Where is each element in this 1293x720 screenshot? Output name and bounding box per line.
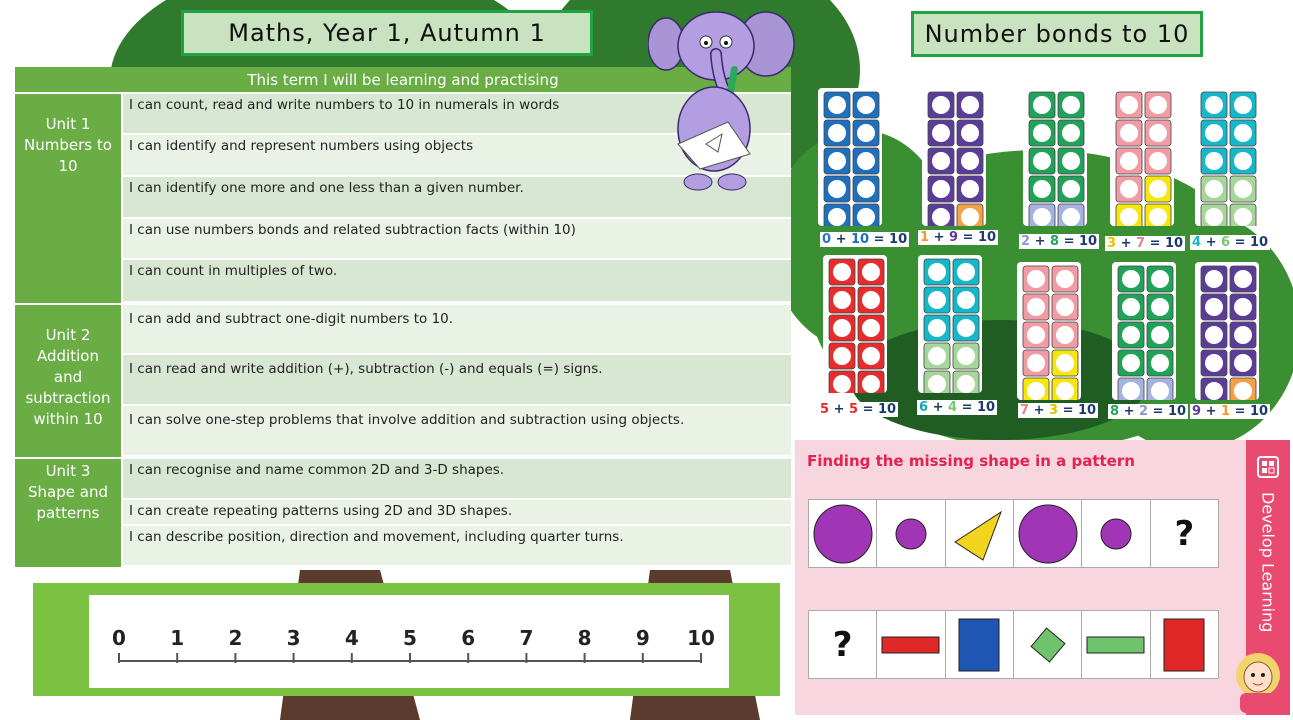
- number-line: [89, 595, 729, 688]
- pattern-cell: [946, 500, 1014, 567]
- pattern-cell: [877, 500, 945, 567]
- tens-frame-card: [1195, 88, 1259, 226]
- number-line-label: 0: [112, 626, 126, 650]
- pattern-cell: [1014, 500, 1082, 567]
- number-bond-label: 3 + 7 = 10: [1107, 236, 1184, 251]
- number-line-card: [89, 595, 729, 688]
- develop-learning-brand: Develop Learning: [1258, 492, 1278, 633]
- number-bond-label: 8 + 2 = 10: [1110, 404, 1187, 419]
- objective-row: I can identify and represent numbers using objects: [121, 135, 791, 178]
- red-rectangle-shape: [1162, 617, 1206, 673]
- objective-row: I can create repeating patterns using 2D and 3D shapes.: [121, 500, 791, 526]
- pattern-strip-2: [808, 610, 1219, 679]
- pattern-cell: [1082, 500, 1150, 567]
- red-bar-shape: [881, 635, 941, 655]
- big-purple-circle-shape: [812, 503, 874, 565]
- learning-header: This term I will be learning and practising: [15, 67, 791, 92]
- girl-mascot-image: [1228, 649, 1288, 713]
- tens-frame-card: [1110, 88, 1174, 226]
- pattern-panel: [795, 440, 1290, 715]
- objective-row: I can add and subtract one-digit numbers to 10.: [121, 305, 791, 355]
- number-bond-label: 9 + 1 = 10: [1192, 404, 1269, 419]
- pattern-cell: [1014, 611, 1082, 678]
- objective-row: I can count in multiples of two.: [121, 260, 791, 303]
- number-line-label: 10: [687, 626, 715, 650]
- tens-frame-card: [823, 255, 887, 393]
- number-line-label: 1: [170, 626, 185, 650]
- small-purple-circle-shape: [894, 517, 928, 551]
- green-diamond-shape: [1026, 623, 1070, 667]
- pattern-cell: [809, 500, 877, 567]
- number-line-label: 7: [519, 626, 534, 650]
- unit-3-label: Unit 3 Shape and patterns: [15, 459, 121, 567]
- tens-frame-card: [922, 88, 986, 226]
- number-bonds-title: Number bonds to 10: [911, 11, 1203, 57]
- pattern-strip-1: [808, 499, 1219, 568]
- unit-2-label: Unit 2 Addition and subtraction within 10: [15, 305, 121, 457]
- number-bond-label: 7 + 3 = 10: [1020, 403, 1097, 418]
- objective-row: I can read and write addition (+), subtraction (-) and equals (=) signs.: [121, 355, 791, 405]
- number-line-label: 4: [344, 626, 359, 650]
- objective-row: I can recognise and name common 2D and 3-D shapes.: [121, 459, 791, 500]
- number-bond-label: 2 + 8 = 10: [1021, 234, 1098, 249]
- number-bond-label: 1 + 9 = 10: [920, 230, 997, 245]
- number-bond-label: 4 + 6 = 10: [1192, 235, 1269, 250]
- number-line-label: 3: [286, 626, 301, 650]
- objective-row: I can identify one more and one less than a given number.: [121, 177, 791, 219]
- tens-frame-card: [1195, 262, 1259, 400]
- unit-3-block: [15, 457, 791, 567]
- pattern-title: Finding the missing shape in a pattern: [807, 452, 1135, 470]
- develop-learning-logo-icon: [1257, 456, 1279, 478]
- missing-shape-cell[interactable]: ?: [1174, 513, 1195, 554]
- pattern-cell: [1151, 611, 1218, 678]
- green-bar-shape: [1086, 635, 1146, 655]
- objective-row: I can count, read and write numbers to 10 in numerals in words: [121, 94, 791, 135]
- blue-rectangle-shape: [957, 617, 1001, 673]
- tens-frame-card: [918, 255, 982, 393]
- pattern-cell: [946, 611, 1014, 678]
- number-bond-label: 5 + 5 = 10: [820, 402, 897, 417]
- tens-frame-card: [1023, 88, 1087, 226]
- pattern-cell: [1082, 611, 1150, 678]
- number-bond-label: 6 + 4 = 10: [919, 400, 996, 415]
- objective-row: I can describe position, direction and movement, including quarter turns.: [121, 526, 791, 567]
- pattern-cell: [877, 611, 945, 678]
- number-line-label: 8: [577, 626, 592, 650]
- unit-2-block: [15, 303, 791, 457]
- number-line-label: 6: [461, 626, 476, 650]
- missing-shape-cell[interactable]: ?: [809, 611, 877, 678]
- elephant-mascot-image: [648, 4, 796, 192]
- unit-1-label: Unit 1 Numbers to 10: [15, 94, 121, 303]
- tens-frame-card: [1017, 262, 1081, 400]
- tens-frame-card: [818, 88, 882, 226]
- yellow-triangle-shape: [951, 506, 1007, 562]
- small-purple-circle-shape: [1099, 517, 1133, 551]
- objective-row: I can use numbers bonds and related subtraction facts (within 10): [121, 219, 791, 261]
- objective-row: I can solve one-step problems that involve addition and subtraction using objects.: [121, 406, 791, 457]
- tens-frame-card: [1112, 262, 1176, 400]
- number-line-frame: [33, 583, 780, 696]
- number-line-label: 9: [635, 626, 650, 650]
- number-line-label: 5: [403, 626, 417, 650]
- big-purple-circle-shape: [1017, 503, 1079, 565]
- page-title: Maths, Year 1, Autumn 1: [181, 10, 593, 56]
- number-line-label: 2: [228, 626, 243, 650]
- number-bond-label: 0 + 10 = 10: [822, 232, 908, 247]
